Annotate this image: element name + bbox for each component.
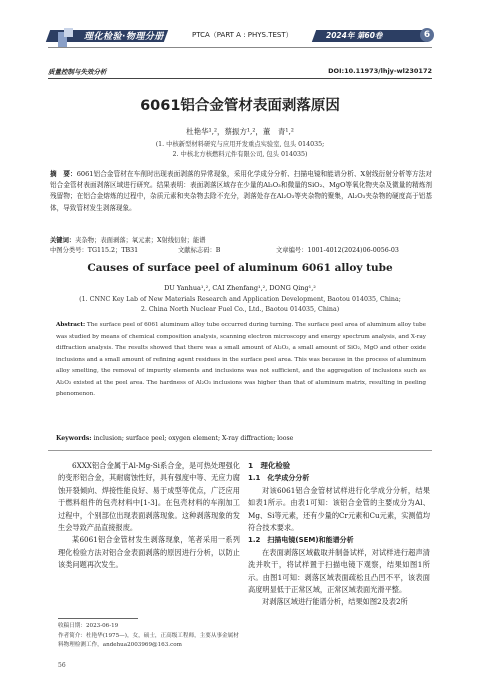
header-divider	[48, 47, 432, 48]
body-paragraph: 6XXX铝合金属于Al-Mg-Si系合金，是可热处理强化的变形铝合金，其耐腐蚀性好，具有强度中等、无应力腐蚀开裂倾向、焊接性能良好、易于成型等优点，广泛应用于燃料组件的包壳材料中[1-3]。在包壳材料的车削加工过程中，个别部位出现表面剥落现象。这种剥落现象的发生会导致产品直接报废。	[58, 461, 240, 533]
header-year-volume: 2024年 第60卷	[326, 31, 383, 40]
footnote	[58, 622, 243, 651]
affiliation-cn-1: (1. 中核新型材料研究与应用开发重点实验室, 包头 014035;	[155, 141, 325, 148]
body-paragraph: 在表面剥落区域截取并制备试样，对试样进行超声清洗并吹干，将试样置于扫描电镜下观察，结果如图1所示。由图1可知：剥落区域表面疏松且凸凹不平，该表面高度明显低于正常区域，正常区域表面光滑平整。	[248, 547, 430, 595]
keywords-en-label: Keywords:	[56, 435, 92, 442]
document-code: 文献标志码：B	[178, 247, 221, 254]
keywords-cn-label: 关键词：	[50, 237, 76, 244]
affiliation-en-2: 2. China North Nuclear Fuel Co., Ltd., Baotou 014035, China)	[140, 306, 340, 313]
abstract-cn-text: 6061铝合金管材在车削时出现表面剥落的异常现象，采用化学成分分析、扫描电镜和能谱分析、X射线衍射分析等方法对铝合金管材表面剥落区域进行研究。结果表明：表面剥落区域存在少量的Al₂O₃和微量的SiO₂、MgO等氧化物夹杂及微量的精炼剂残留物；在铝合金熔炼的过程中，杂质元素和夹杂物去除不充分，剥落处存在Al₂O₃等夹杂物的聚集，Al₂O₃夹杂物的硬度高于铝基体，导致管材发生剥落现象。	[50, 170, 432, 212]
body-left-column	[58, 460, 240, 572]
page-number: 56	[58, 662, 66, 669]
affiliation-cn-2: 2. 中核北方核燃料元件有限公司, 包头 014035)	[172, 151, 308, 158]
page-title-cn: 6061铝合金管材表面剥落原因	[140, 98, 340, 114]
keywords-cn-text: 夹杂物；表面剥落；氧元素；X射线衍射；能谱	[75, 237, 206, 244]
section-tag	[48, 67, 107, 76]
author-bio: 作者简介：杜艳华(1975—)，女，硕士，正高级工程师，主要从事金属材料物理检测工作，andehua2003969@163.com	[58, 632, 239, 648]
body-paragraph: 对该6061铝合金管材试样进行化学成分分析，结果如表1所示。由表1可知：该铝合金管的主要成分为Al、Mg、Si等元素，还有少量的Cr元素和Cu元素，实测值均符合技术要求。	[248, 485, 430, 533]
footnote-divider	[58, 618, 138, 619]
keywords-en-text: inclusion; surface peel; oxygen element; X-ray diffraction; loose	[93, 435, 294, 442]
page-title-en: Causes of surface peel of aluminum 6061 alloy tube	[87, 262, 393, 274]
doi-divider	[48, 78, 432, 79]
section-heading: 1 理化检验	[248, 461, 291, 470]
authors-en: DU Yanhua¹,², CAI Zhenfang¹,², DONG Qing¹,²	[164, 284, 316, 292]
keywords-en	[56, 435, 293, 442]
abstract-divider	[48, 450, 432, 451]
subsection-heading: 1.1 化学成分分析	[248, 474, 310, 483]
doi: DOI:10.11973/lhjy-wl230172	[328, 67, 432, 75]
abstract-en-label: Abstract:	[56, 322, 86, 328]
header-section-title: 理化检验·物理分册	[84, 32, 164, 42]
received-date: 收稿日期：2023-06-19	[58, 623, 119, 629]
abstract-cn	[50, 169, 432, 214]
clc-number: 中图分类号：TG115.2；TB31	[50, 247, 139, 254]
affiliation-en-1: (1. CNNC Key Lab of New Materials Research and Application Development, Baotou 014035, China;	[79, 296, 401, 303]
issue-badge: 6	[420, 28, 434, 42]
body-right-column	[248, 460, 430, 609]
article-id: 文章编号：1001-4012(2024)06-0056-03	[276, 247, 399, 254]
authors-cn: 杜艳华¹,²，蔡振方¹,²，董 青¹,²	[186, 127, 294, 136]
header-journal: PTCA（PART A : PHYS.TEST）	[192, 31, 293, 39]
abstract-cn-label: 摘 要：	[50, 170, 77, 178]
body-paragraph: 某6061铝合金管材发生剥落现象，笔者采用一系列理化检验方法对铝合金表面剥落的原因进行分析，以防止该类问题再次发生。	[58, 535, 240, 570]
abstract-en-text: The surface peel of 6061 aluminum alloy tube occurred during turning. The surface peel area of aluminum alloy tube was studied by means of chemical composition analysis, scanning electron microscopy and energy spectrum analysis, and X-ray diffraction analysis. The results showed that there was a small amount of Al₂O₃, a small amount of SiO₂, MgO and other oxide inclusions and a small amount of refining agent residues in the surface peel area. This was because in the process of aluminum alloy smelting, the removal of impurity elements and inclusions was not sufficient, and the aggregation of inclusions such as Al₂O₃ existed at the peel area. The hardness of Al₂O₃ inclusions was higher than that of aluminum matrix, resulting in peeling phenomenon.	[56, 322, 426, 397]
classification-cn	[50, 245, 432, 254]
section-tag-text: 质量控制与失效分析	[48, 68, 107, 76]
abstract-en	[56, 320, 426, 401]
body-paragraph: 对剥落区域进行能谱分析，结果如图2及表2所	[262, 597, 408, 607]
keywords-cn	[50, 235, 206, 244]
subsection-heading: 1.2 扫描电镜(SEM)和能谱分析	[248, 536, 354, 545]
